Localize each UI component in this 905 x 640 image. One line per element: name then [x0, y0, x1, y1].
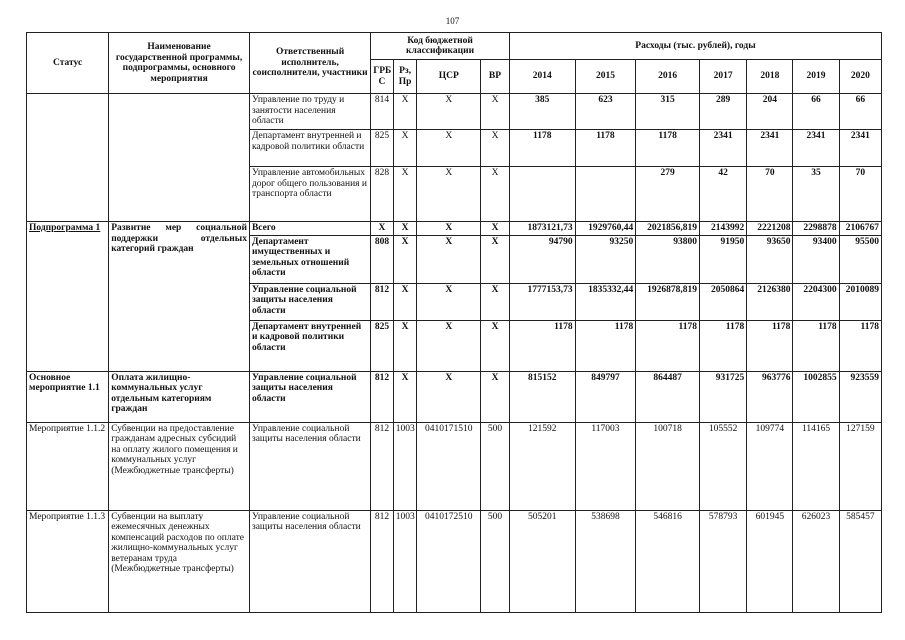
value-cell: 385	[509, 94, 575, 130]
header-year: 2014	[509, 60, 575, 94]
grbs-cell: 812	[371, 283, 394, 320]
vr-cell: 500	[481, 510, 510, 612]
header-year: 2020	[839, 60, 881, 94]
executor-cell: Всего	[249, 222, 370, 236]
value-cell	[509, 167, 575, 222]
value-cell: 1178	[575, 130, 636, 167]
value-cell: 931725	[699, 371, 746, 422]
header-year: 2016	[636, 60, 700, 94]
grbs-cell: 812	[371, 371, 394, 422]
value-cell: 578793	[699, 510, 746, 612]
value-cell: 1178	[839, 320, 881, 371]
value-cell: 121592	[509, 422, 575, 510]
rzpr-cell: Х	[393, 130, 417, 167]
grbs-cell: 814	[371, 94, 394, 130]
executor-cell: Управление социальной защиты населения области	[249, 422, 370, 510]
grbs-cell: 812	[371, 510, 394, 612]
value-cell: 114165	[793, 422, 839, 510]
rzpr-cell: Х	[393, 235, 417, 283]
value-cell: 2204300	[793, 283, 839, 320]
executor-cell: Управление социальной защиты населения области	[249, 283, 370, 320]
value-cell: 1777153,73	[509, 283, 575, 320]
csr-cell: Х	[417, 167, 481, 222]
csr-cell: Х	[417, 130, 481, 167]
grbs-cell: 825	[371, 130, 394, 167]
value-cell: 117003	[575, 422, 636, 510]
value-cell: 2221208	[747, 222, 793, 236]
value-cell: 70	[839, 167, 881, 222]
value-cell: 963776	[747, 371, 793, 422]
budget-table	[26, 32, 882, 613]
value-cell: 815152	[509, 371, 575, 422]
status-cell	[27, 94, 109, 222]
value-cell: 505201	[509, 510, 575, 612]
header-rzpr: Рз, Пр	[393, 60, 417, 94]
status-cell: Подпрограмма 1	[27, 222, 109, 372]
value-cell: 538698	[575, 510, 636, 612]
value-cell: 1178	[509, 130, 575, 167]
executor-cell: Управление социальной защиты населения области	[249, 510, 370, 612]
header-year: 2019	[793, 60, 839, 94]
table-row	[27, 222, 882, 236]
header-grbs: ГРБ С	[371, 60, 394, 94]
value-cell: 94790	[509, 235, 575, 283]
value-cell: 315	[636, 94, 700, 130]
program-cell: Субвенции на предоставление гражданам адресных субсидий на оплату жилого помещения и коммунальных услуг (Межбюджетные трансферты)	[109, 422, 250, 510]
value-cell: 626023	[793, 510, 839, 612]
program-cell	[109, 94, 250, 222]
program-cell: Оплата жилищно-коммунальных услуг отдельным категориям граждан	[109, 371, 250, 422]
value-cell: 204	[747, 94, 793, 130]
value-cell: 42	[699, 167, 746, 222]
executor-cell: Департамент имущественных и земельных отношений области	[249, 235, 370, 283]
value-cell: 66	[793, 94, 839, 130]
rzpr-cell: Х	[393, 371, 417, 422]
header-budget-code: Код бюджетной классификации	[371, 33, 510, 60]
table-row	[27, 422, 882, 510]
value-cell: 91950	[699, 235, 746, 283]
value-cell: 1873121,73	[509, 222, 575, 236]
value-cell: 93650	[747, 235, 793, 283]
value-cell: 1926878,819	[636, 283, 700, 320]
header-year: 2018	[747, 60, 793, 94]
rzpr-cell: Х	[393, 283, 417, 320]
program-cell: Субвенции на выплату ежемесячных денежных компенсаций расходов по оплате жилищно-коммунальных услуг ветеранам труда (Межбюджетные трансферты)	[109, 510, 250, 612]
status-cell: Мероприятие 1.1.3	[27, 510, 109, 612]
value-cell: 289	[699, 94, 746, 130]
value-cell: 2021856,819	[636, 222, 700, 236]
value-cell: 127159	[839, 422, 881, 510]
rzpr-cell: Х	[393, 94, 417, 130]
value-cell: 1178	[699, 320, 746, 371]
header-year: 2015	[575, 60, 636, 94]
header-program: Наименование государственной программы, подпрограммы, основного мероприятия	[109, 33, 250, 94]
vr-cell: Х	[481, 167, 510, 222]
value-cell: 70	[747, 167, 793, 222]
csr-cell: Х	[417, 222, 481, 236]
csr-cell: 0410171510	[417, 422, 481, 510]
executor-cell: Управление автомобильных дорог общего пользования и транспорта области	[249, 167, 370, 222]
table-row	[27, 510, 882, 612]
csr-cell: Х	[417, 94, 481, 130]
value-cell: 1178	[636, 320, 700, 371]
vr-cell: Х	[481, 371, 510, 422]
status-cell: Основное мероприятие 1.1	[27, 371, 109, 422]
rzpr-cell: Х	[393, 167, 417, 222]
value-cell	[575, 167, 636, 222]
value-cell: 35	[793, 167, 839, 222]
value-cell: 93800	[636, 235, 700, 283]
value-cell: 2341	[839, 130, 881, 167]
value-cell: 1178	[747, 320, 793, 371]
value-cell: 2341	[747, 130, 793, 167]
csr-cell: Х	[417, 371, 481, 422]
value-cell: 279	[636, 167, 700, 222]
value-cell: 2106767	[839, 222, 881, 236]
value-cell: 864487	[636, 371, 700, 422]
header-executor: Ответственный исполнитель, соисполнители, участники	[249, 33, 370, 94]
value-cell: 2126380	[747, 283, 793, 320]
rzpr-cell: Х	[393, 320, 417, 371]
value-cell: 66	[839, 94, 881, 130]
csr-cell: Х	[417, 235, 481, 283]
value-cell: 1178	[509, 320, 575, 371]
value-cell: 2050864	[699, 283, 746, 320]
header-vr: ВР	[481, 60, 510, 94]
table-row	[27, 94, 882, 130]
vr-cell: Х	[481, 130, 510, 167]
grbs-cell: Х	[371, 222, 394, 236]
value-cell: 109774	[747, 422, 793, 510]
grbs-cell: 812	[371, 422, 394, 510]
page-number: 107	[445, 16, 460, 26]
value-cell: 93250	[575, 235, 636, 283]
value-cell: 2298878	[793, 222, 839, 236]
value-cell: 585457	[839, 510, 881, 612]
rzpr-cell: Х	[393, 222, 417, 236]
value-cell: 546816	[636, 510, 700, 612]
value-cell: 923559	[839, 371, 881, 422]
vr-cell: Х	[481, 94, 510, 130]
value-cell: 105552	[699, 422, 746, 510]
executor-cell: Департамент внутренней и кадровой политики области	[249, 320, 370, 371]
program-cell: Развитие мер социальной поддержки отдельных категорий граждан	[109, 222, 250, 372]
rzpr-cell: 1003	[393, 510, 417, 612]
header-csr: ЦСР	[417, 60, 481, 94]
value-cell: 2143992	[699, 222, 746, 236]
value-cell: 2341	[699, 130, 746, 167]
csr-cell: Х	[417, 320, 481, 371]
grbs-cell: 808	[371, 235, 394, 283]
value-cell: 1929760,44	[575, 222, 636, 236]
value-cell: 2010089	[839, 283, 881, 320]
grbs-cell: 828	[371, 167, 394, 222]
value-cell: 849797	[575, 371, 636, 422]
value-cell: 1002855	[793, 371, 839, 422]
vr-cell: Х	[481, 320, 510, 371]
executor-cell: Департамент внутренней и кадровой политики области	[249, 130, 370, 167]
status-cell: Мероприятие 1.1.2	[27, 422, 109, 510]
csr-cell: 0410172510	[417, 510, 481, 612]
vr-cell: Х	[481, 222, 510, 236]
value-cell: 95500	[839, 235, 881, 283]
rzpr-cell: 1003	[393, 422, 417, 510]
value-cell: 1178	[575, 320, 636, 371]
csr-cell: Х	[417, 283, 481, 320]
executor-cell: Управление по труду и занятости населения области	[249, 94, 370, 130]
table-row	[27, 371, 882, 422]
grbs-cell: 825	[371, 320, 394, 371]
value-cell: 93400	[793, 235, 839, 283]
vr-cell: 500	[481, 422, 510, 510]
header-status: Статус	[27, 33, 109, 94]
value-cell: 100718	[636, 422, 700, 510]
vr-cell: Х	[481, 235, 510, 283]
value-cell: 1835332,44	[575, 283, 636, 320]
value-cell: 1178	[793, 320, 839, 371]
header-year: 2017	[699, 60, 746, 94]
vr-cell: Х	[481, 283, 510, 320]
header-expenses: Расходы (тыс. рублей), годы	[509, 33, 881, 60]
value-cell: 2341	[793, 130, 839, 167]
executor-cell: Управление социальной защиты населения области	[249, 371, 370, 422]
value-cell: 623	[575, 94, 636, 130]
value-cell: 1178	[636, 130, 700, 167]
value-cell: 601945	[747, 510, 793, 612]
